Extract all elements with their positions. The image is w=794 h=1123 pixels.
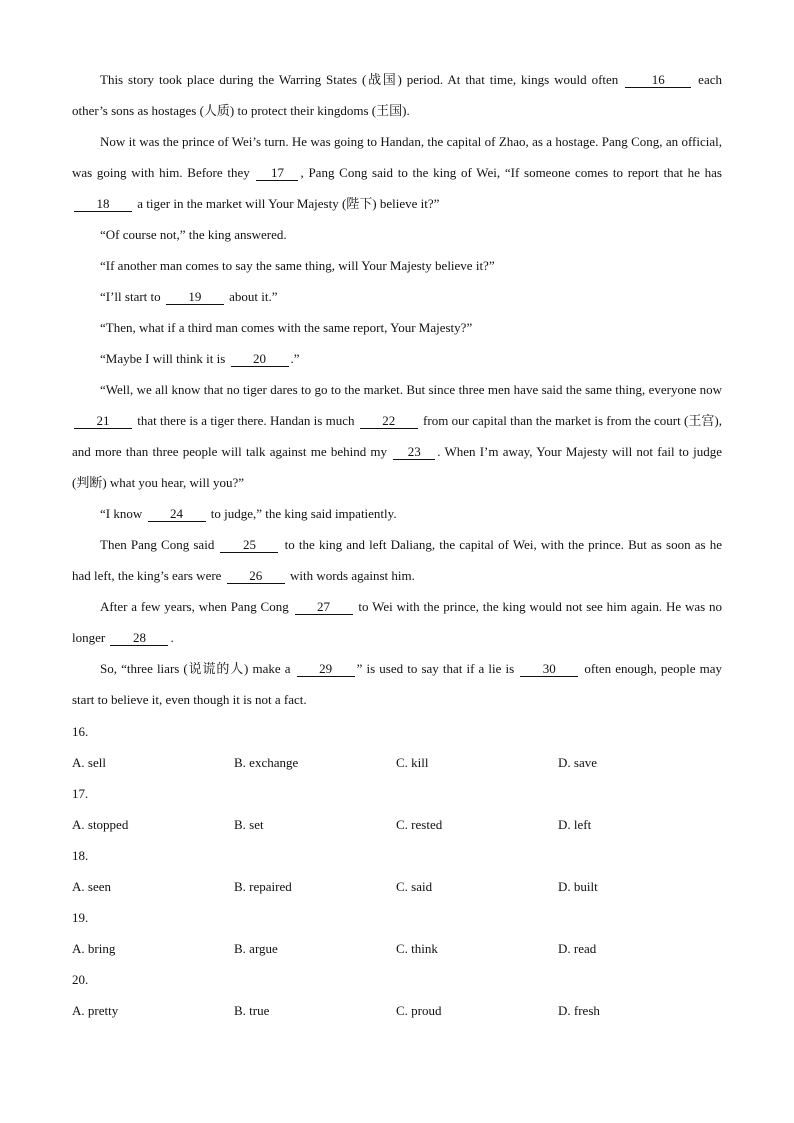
- option-c[interactable]: C. rested: [396, 817, 443, 832]
- option-a[interactable]: A. stopped: [72, 817, 129, 832]
- text: “I know: [100, 506, 146, 521]
- text: “Well, we all know that no tiger dares to go to the market. But since three men have said the same thing, everyone now: [100, 382, 722, 397]
- option-a[interactable]: A. pretty: [72, 1003, 119, 1018]
- question-number: 18.: [72, 848, 89, 863]
- option-c[interactable]: C. think: [396, 941, 438, 956]
- question-number: 20.: [72, 972, 89, 987]
- blank-16: 16: [625, 72, 691, 88]
- options-row: [72, 747, 722, 778]
- options-row: [72, 933, 722, 964]
- blank-28: 28: [110, 630, 168, 646]
- option-a[interactable]: A. seen: [72, 879, 111, 894]
- paragraph-11: [72, 591, 722, 653]
- option-d[interactable]: D. left: [558, 817, 592, 832]
- question-17: [72, 778, 722, 840]
- paragraph-7: [72, 343, 722, 374]
- text: to Wei with the prince, the king would not see him again. He was no longer: [72, 599, 722, 645]
- option-d[interactable]: D. read: [558, 941, 597, 956]
- text: Then Pang Cong said: [100, 537, 219, 552]
- blank-21: 21: [74, 413, 132, 429]
- blank-29: 29: [297, 661, 355, 677]
- option-a[interactable]: A. bring: [72, 941, 116, 956]
- text: to judge,” the king said impatiently.: [207, 506, 397, 521]
- text: often enough, people may start to believe it, even though it is not a fact.: [72, 661, 722, 707]
- blank-25: 25: [220, 537, 278, 553]
- paragraph-2: [72, 126, 722, 219]
- text: , Pang Cong said to the king of Wei, “If someone comes to report that he has: [300, 165, 722, 180]
- question-20: [72, 964, 722, 1026]
- blank-20: 20: [231, 351, 289, 367]
- question-18: [72, 840, 722, 902]
- paragraph-1: [72, 64, 722, 126]
- option-c[interactable]: C. kill: [396, 755, 429, 770]
- text: After a few years, when Pang Cong: [100, 599, 293, 614]
- text: with words against him.: [286, 568, 415, 583]
- option-d[interactable]: D. built: [558, 879, 598, 894]
- text: .”: [290, 351, 300, 366]
- blank-18: 18: [74, 196, 132, 212]
- paragraph-9: [72, 498, 722, 529]
- text: to the king and left Daliang, the capital of Wei, with the prince. But as soon as he had left, the king’s ears were: [72, 537, 723, 583]
- blank-30: 30: [520, 661, 578, 677]
- blank-22: 22: [360, 413, 418, 429]
- text: ” is used to say that if a lie is: [356, 661, 519, 676]
- text: .: [170, 630, 174, 645]
- question-list: [72, 716, 722, 1026]
- text: a tiger in the market will Your Majesty (陛下) believe it?”: [134, 196, 440, 211]
- question-number: 17.: [72, 786, 89, 801]
- paragraph-3: “Of course not,” the king answered.: [100, 227, 287, 242]
- blank-27: 27: [295, 599, 353, 615]
- text: “I’ll start to: [100, 289, 164, 304]
- options-row: [72, 809, 722, 840]
- option-d[interactable]: D. fresh: [558, 1003, 600, 1018]
- question-16: [72, 716, 722, 778]
- text: This story took place during the Warring States (战国) period. At that time, kings would often: [100, 72, 624, 87]
- blank-24: 24: [148, 506, 206, 522]
- text: each other’s sons as hostages (人质) to protect their kingdoms (王国).: [72, 72, 722, 118]
- paragraph-5: [72, 281, 722, 312]
- text: Now it was the prince of Wei’s turn. He was going to Handan, the capital of Zhao, as a hostage. Pang Cong, an official, was going with him. Before they: [72, 134, 722, 180]
- question-19: [72, 902, 722, 964]
- text: So, “three liars (说谎的人) make a: [100, 661, 295, 676]
- text: that there is a tiger there. Handan is much: [134, 413, 358, 428]
- question-number: 19.: [72, 910, 89, 925]
- option-a[interactable]: A. sell: [72, 755, 106, 770]
- question-number: 16.: [72, 724, 89, 739]
- option-d[interactable]: D. save: [558, 755, 597, 770]
- option-b[interactable]: B. repaired: [234, 879, 292, 894]
- option-b[interactable]: B. argue: [234, 941, 278, 956]
- paragraph-10: [72, 529, 722, 591]
- text: . When I’m away, Your Majesty will not fail to judge (判断) what you hear, will you?”: [72, 444, 722, 490]
- blank-19: 19: [166, 289, 224, 305]
- option-b[interactable]: B. set: [234, 817, 264, 832]
- blank-26: 26: [227, 568, 285, 584]
- text: about it.”: [225, 289, 278, 304]
- text: “Maybe I will think it is: [100, 351, 229, 366]
- blank-17: 17: [256, 165, 298, 181]
- text: from our capital than the market is from the court (王宫), and more than three people will talk against me behind my: [72, 413, 722, 459]
- paragraph-12: [72, 653, 722, 715]
- paragraph-4: “If another man comes to say the same thing, will Your Majesty believe it?”: [100, 258, 495, 273]
- option-c[interactable]: C. proud: [396, 1003, 442, 1018]
- options-row: [72, 995, 722, 1026]
- option-b[interactable]: B. true: [234, 1003, 270, 1018]
- blank-23: 23: [393, 444, 435, 460]
- paragraph-8: [72, 374, 722, 498]
- cloze-passage: [72, 64, 722, 715]
- paragraph-6: “Then, what if a third man comes with the same report, Your Majesty?”: [100, 320, 473, 335]
- options-row: [72, 871, 722, 902]
- option-b[interactable]: B. exchange: [234, 755, 299, 770]
- option-c[interactable]: C. said: [396, 879, 433, 894]
